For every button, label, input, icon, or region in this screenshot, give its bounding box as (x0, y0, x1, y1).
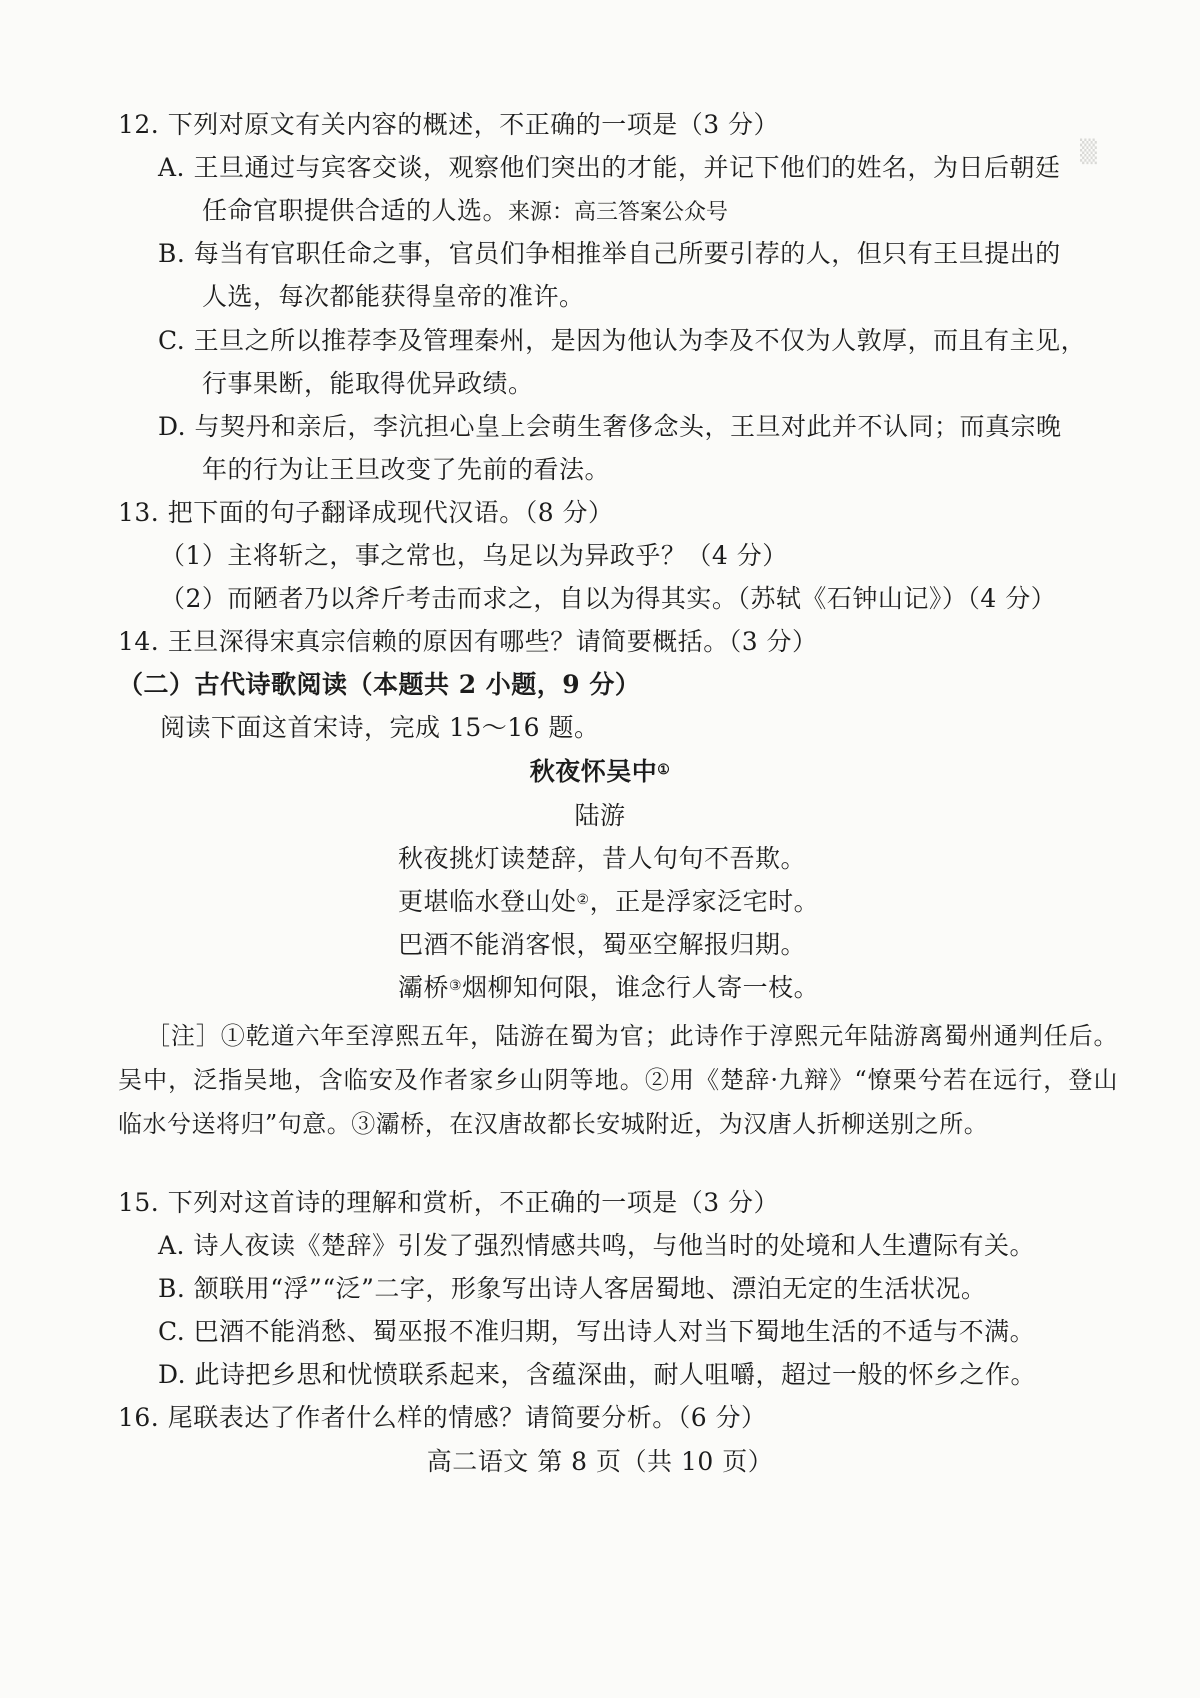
q15-option-d: D. 此诗把乡思和忧愤联系起来，含蕴深曲，耐人咀嚼，超过一般的怀乡之作。 (158, 1360, 1037, 1389)
q13-sentence-2: （2）而陋者乃以斧斤考击而求之，自以为得其实。（苏轼《石钟山记》）（4 分） (160, 584, 1057, 613)
poem-line-1: 秋夜挑灯读楚辞，昔人句句不吾欺。 (398, 844, 807, 873)
q15-option-b: B. 颔联用“浮”“泛”二字，形象写出诗人客居蜀地、漂泊无定的生活状况。 (158, 1274, 987, 1303)
source-watermark-text: 来源：高三答案公众号 (508, 200, 729, 225)
poem-title-text: 秋夜怀吴中 (529, 757, 658, 786)
q13-sentence-1: （1）主将斩之，事之常也，乌足以为异政乎？（4 分） (160, 541, 788, 570)
q14-stem: 14. 王旦深得宋真宗信赖的原因有哪些？请简要概括。（3 分） (118, 627, 818, 656)
q12-option-d-line2: 年的行为让王旦改变了先前的看法。 (202, 455, 611, 484)
q12-option-b-line2: 人选，每次都能获得皇帝的准许。 (202, 282, 585, 311)
q12-option-c-line2: 行事果断，能取得优异政绩。 (202, 369, 534, 398)
q15-stem: 15. 下列对这首诗的理解和赏析，不正确的一项是（3 分） (118, 1188, 780, 1217)
poem-line-4 (398, 971, 819, 1005)
q12-stem: 12. 下列对原文有关内容的概述，不正确的一项是（3 分） (118, 110, 780, 139)
q15-option-c: C. 巴酒不能消愁、蜀巫报不准归期，写出诗人对当下蜀地生活的不适与不满。 (158, 1317, 1036, 1346)
poem-line-2b: ，正是浮家泛宅时。 (589, 887, 820, 916)
poem-line-4-footnote-mark: ③ (449, 978, 463, 994)
section-intro: 阅读下面这首宋诗，完成 15～16 题。 (160, 713, 600, 742)
page-footer: 高二语文 第 8 页（共 10 页） (426, 1447, 774, 1476)
q12-option-a-line1: A. 王旦通过与宾客交谈，观察他们突出的才能，并记下他们的姓名，为日后朝廷 (158, 153, 1061, 182)
poem-line-3: 巴酒不能消客恨，蜀巫空解报归期。 (398, 930, 807, 959)
q12-option-a-text: 任命官职提供合适的人选。 (202, 196, 509, 225)
q12-option-c-line1: C. 王旦之所以推荐李及管理秦州，是因为他认为李及不仅为人敦厚，而且有主见， (158, 326, 1087, 355)
q15-option-a: A. 诗人夜读《楚辞》引发了强烈情感共鸣，与他当时的处境和人生遭际有关。 (158, 1231, 1035, 1260)
q12-option-b-line1: B. 每当有官职任命之事，官员们争相推举自己所要引荐的人，但只有王旦提出的 (158, 239, 1061, 268)
q13-stem: 13. 把下面的句子翻译成现代汉语。（8 分） (118, 498, 614, 527)
poem-note: ［注］①乾道六年至淳熙五年，陆游在蜀为官；此诗作于淳熙元年陆游离蜀州通判任后。吴中，泛指吴地，含临安及作者家乡山阴等地。②用《楚辞·九辩》“憭栗兮若在远行，登山临水兮送将归”句意。③灞桥，在汉唐故都长安城附近，为汉唐人折柳送别之所。 (118, 1022, 1118, 1138)
poem-line-2a: 更堪临水登山处 (398, 887, 577, 916)
q16-stem: 16. 尾联表达了作者什么样的情感？请简要分析。（6 分） (118, 1403, 767, 1432)
section-heading: （二）古代诗歌阅读（本题共 2 小题，9 分） (118, 670, 641, 699)
poem-line-2 (398, 885, 819, 919)
q12-option-d-line1: D. 与契丹和亲后，李沆担心皇上会萌生奢侈念头，王旦对此并不认同；而真宗晚 (158, 412, 1062, 441)
poem-title-footnote-mark: ① (657, 762, 671, 778)
poem-line-4b: 烟柳知何限，谁念行人寄一枝。 (462, 973, 820, 1002)
bleed-through-mark: ▒ (1080, 140, 1097, 165)
q12-option-a-line2 (202, 194, 728, 230)
poem-line-2-footnote-mark: ② (576, 892, 590, 908)
poem-author: 陆游 (574, 801, 626, 830)
poem-title (0, 755, 1200, 789)
poem-line-4a: 灞桥 (398, 973, 450, 1002)
